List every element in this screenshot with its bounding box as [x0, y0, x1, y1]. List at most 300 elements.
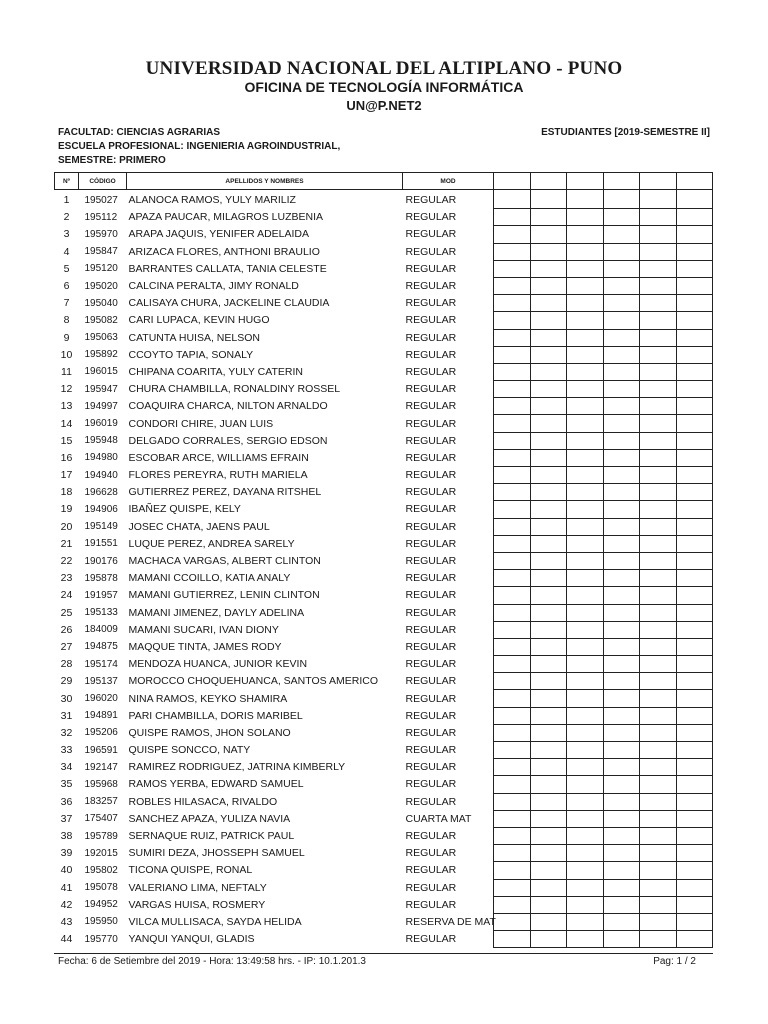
grade-box [604, 243, 640, 260]
student-name: TICONA QUISPE, RONAL [128, 864, 253, 877]
student-name: CARI LUPACA, KEVIN HUGO [128, 314, 270, 327]
enrollment-mode: REGULAR [405, 864, 457, 877]
table-row [55, 295, 713, 312]
student-code: 192015 [84, 847, 118, 859]
grade-box [567, 742, 604, 759]
grade-box [531, 432, 567, 449]
student-code: 195892 [84, 349, 118, 361]
student-code: 194980 [84, 452, 118, 464]
grade-box [494, 501, 531, 518]
grade-box [531, 570, 567, 587]
student-code: 191957 [84, 589, 118, 601]
enrollment-mode: REGULAR [405, 245, 457, 258]
grade-box [567, 673, 604, 690]
enrollment-mode: REGULAR [405, 314, 457, 327]
grade-column-header [640, 173, 677, 190]
student-code: 184009 [84, 624, 118, 636]
student-name: IBAÑEZ QUISPE, KELY [128, 503, 241, 516]
grade-box [531, 363, 567, 380]
grade-box [604, 535, 640, 552]
table-row [55, 759, 713, 776]
grade-box [531, 690, 567, 707]
grade-box [567, 518, 604, 535]
student-code: 194997 [84, 400, 118, 412]
grade-box [677, 879, 713, 896]
enrollment-mode: REGULAR [405, 606, 457, 619]
enrollment-mode: REGULAR [405, 537, 457, 550]
student-code: 183257 [84, 796, 118, 808]
student-code: 195063 [84, 332, 118, 344]
table-row [55, 690, 713, 707]
table-row [55, 312, 713, 329]
grade-box [604, 724, 640, 741]
grade-box [494, 570, 531, 587]
student-code: 195947 [84, 383, 118, 395]
grade-box [567, 295, 604, 312]
grade-box [567, 810, 604, 827]
grade-box [640, 552, 677, 569]
grade-box [531, 329, 567, 346]
grade-box [567, 552, 604, 569]
table-row [55, 896, 713, 913]
student-code: 194875 [84, 641, 118, 653]
student-code: 192147 [84, 761, 118, 773]
table-row [55, 570, 713, 587]
grade-box [640, 707, 677, 724]
row-number: 1 [63, 194, 70, 207]
grade-box [677, 931, 713, 948]
enrollment-mode: REGULAR [405, 520, 457, 533]
grade-box [640, 312, 677, 329]
student-name: MAMANI SUCARI, IVAN DIONY [128, 623, 279, 636]
enrollment-mode: REGULAR [405, 898, 457, 911]
column-header-number: Nº [55, 173, 79, 190]
grade-box [494, 467, 531, 484]
grade-box [604, 827, 640, 844]
row-number: 44 [60, 933, 73, 946]
table-row [55, 518, 713, 535]
grade-box [677, 570, 713, 587]
student-name: JOSEC CHATA, JAENS PAUL [128, 520, 270, 533]
student-name: DELGADO CORRALES, SERGIO EDSON [128, 434, 328, 447]
row-number: 21 [60, 537, 73, 550]
grade-box [494, 381, 531, 398]
enrollment-mode: REGULAR [405, 623, 457, 636]
grade-box [531, 656, 567, 673]
enrollment-mode: REGULAR [405, 417, 457, 430]
grade-box [531, 312, 567, 329]
grade-box [494, 363, 531, 380]
student-name: YANQUI YANQUI, GLADIS [128, 933, 255, 946]
student-name: FLORES PEREYRA, RUTH MARIELA [128, 469, 308, 482]
grade-box [531, 295, 567, 312]
grade-box [640, 518, 677, 535]
grade-box [531, 913, 567, 930]
enrollment-mode: REGULAR [405, 228, 457, 241]
grade-box [567, 381, 604, 398]
student-name: CALCINA PERALTA, JIMY RONALD [128, 280, 299, 293]
grade-box [567, 467, 604, 484]
row-number: 35 [60, 778, 73, 791]
grade-box [494, 518, 531, 535]
grade-box [531, 190, 567, 209]
grade-box [604, 381, 640, 398]
grade-box [677, 363, 713, 380]
grade-box [677, 277, 713, 294]
table-row [55, 501, 713, 518]
grade-box [677, 587, 713, 604]
student-name: SERNAQUE RUIZ, PATRICK PAUL [128, 830, 295, 843]
table-row [55, 638, 713, 655]
student-name: MACHACA VARGAS, ALBERT CLINTON [128, 555, 321, 568]
grade-box [677, 776, 713, 793]
grade-box [531, 862, 567, 879]
enrollment-mode: REGULAR [405, 383, 457, 396]
grade-box [567, 415, 604, 432]
enrollment-mode: REGULAR [405, 692, 457, 705]
grade-box [531, 277, 567, 294]
enrollment-mode: REGULAR [405, 400, 457, 413]
grade-box [640, 810, 677, 827]
student-code: 195020 [84, 280, 118, 292]
grade-box [640, 467, 677, 484]
grade-box [677, 467, 713, 484]
grade-box [567, 363, 604, 380]
row-number: 18 [60, 486, 73, 499]
table-row [55, 845, 713, 862]
grade-box [494, 690, 531, 707]
row-number: 2 [63, 211, 70, 224]
table-row [55, 277, 713, 294]
grade-box [494, 656, 531, 673]
grade-box [604, 913, 640, 930]
enrollment-mode: REGULAR [405, 881, 457, 894]
row-number: 25 [60, 606, 73, 619]
grade-box [604, 277, 640, 294]
grade-box [677, 810, 713, 827]
footer-print-info: Fecha: 6 de Setiembre del 2019 - Hora: 13:49:58 hrs. - IP: 10.1.201.3 [58, 956, 366, 967]
grade-box [677, 896, 713, 913]
grade-box [677, 862, 713, 879]
grade-box [494, 260, 531, 277]
grade-box [677, 209, 713, 226]
grade-box [640, 879, 677, 896]
grade-box [531, 260, 567, 277]
row-number: 23 [60, 572, 73, 585]
grade-box [677, 742, 713, 759]
student-code: 195802 [84, 864, 118, 876]
grade-box [677, 535, 713, 552]
grade-box [494, 724, 531, 741]
grade-box [604, 484, 640, 501]
student-name: MAQQUE TINTA, JAMES RODY [128, 640, 282, 653]
student-code: 194952 [84, 899, 118, 911]
student-name: VILCA MULLISACA, SAYDA HELIDA [128, 915, 302, 928]
grade-box [640, 501, 677, 518]
grade-column-header [677, 173, 713, 190]
faculty-label: FACULTAD: CIENCIAS AGRARIAS [58, 127, 221, 138]
student-name: PARI CHAMBILLA, DORIS MARIBEL [128, 709, 303, 722]
enrollment-mode: REGULAR [405, 434, 457, 447]
enrollment-mode: REGULAR [405, 469, 457, 482]
grade-box [604, 312, 640, 329]
grade-box [531, 776, 567, 793]
grade-box [604, 190, 640, 209]
grade-box [531, 604, 567, 621]
row-number: 17 [60, 469, 73, 482]
grade-column-header [604, 173, 640, 190]
student-name: LUQUE PEREZ, ANDREA SARELY [128, 537, 295, 550]
grade-box [604, 467, 640, 484]
grade-box [494, 776, 531, 793]
student-name: QUISPE SONCCO, NATY [128, 744, 251, 757]
grade-box [531, 724, 567, 741]
grade-box [640, 243, 677, 260]
student-code: 196015 [84, 366, 118, 378]
grade-box [640, 793, 677, 810]
grade-box [677, 793, 713, 810]
grade-box [531, 226, 567, 243]
grade-box [494, 535, 531, 552]
grade-box [677, 190, 713, 209]
grade-box [640, 432, 677, 449]
grade-box [677, 501, 713, 518]
grade-box [567, 484, 604, 501]
student-code: 195847 [84, 246, 118, 258]
grade-box [494, 810, 531, 827]
grade-box [604, 209, 640, 226]
row-number: 27 [60, 640, 73, 653]
grade-box [604, 260, 640, 277]
table-row [55, 862, 713, 879]
table-row [55, 810, 713, 827]
grade-box [677, 295, 713, 312]
table-row [55, 931, 713, 948]
grade-box [567, 535, 604, 552]
student-code: 191551 [84, 538, 118, 550]
grade-box [604, 690, 640, 707]
table-row [55, 209, 713, 226]
grade-box [494, 862, 531, 879]
student-name: RAMIREZ RODRIGUEZ, JATRINA KIMBERLY [128, 761, 346, 774]
grade-box [494, 552, 531, 569]
grade-box [604, 896, 640, 913]
table-row [55, 449, 713, 466]
grade-box [567, 896, 604, 913]
row-number: 11 [61, 365, 72, 378]
table-header-row [55, 173, 713, 190]
student-code: 196591 [84, 744, 118, 756]
grade-box [531, 793, 567, 810]
grade-box [604, 707, 640, 724]
student-code: 196019 [84, 418, 118, 430]
row-number: 5 [63, 262, 70, 275]
grade-box [677, 329, 713, 346]
row-number: 42 [60, 898, 73, 911]
grade-box [604, 810, 640, 827]
grade-box [494, 896, 531, 913]
grade-box [531, 346, 567, 363]
grade-box [494, 759, 531, 776]
grade-box [494, 793, 531, 810]
row-number: 29 [60, 675, 73, 688]
grade-box [494, 312, 531, 329]
enrollment-mode: REGULAR [405, 262, 457, 275]
student-name: CCOYTO TAPIA, SONALY [128, 348, 254, 361]
grade-box [640, 398, 677, 415]
row-number: 15 [60, 434, 73, 447]
grade-box [494, 879, 531, 896]
student-code: 195137 [84, 675, 118, 687]
grade-box [531, 707, 567, 724]
enrollment-mode: REGULAR [405, 211, 457, 224]
table-row [55, 879, 713, 896]
grade-box [567, 329, 604, 346]
row-number: 20 [60, 520, 73, 533]
grade-box [567, 501, 604, 518]
grade-box [531, 931, 567, 948]
grade-box [640, 295, 677, 312]
enrollment-mode: REGULAR [405, 933, 457, 946]
grade-box [677, 552, 713, 569]
row-number: 32 [60, 726, 73, 739]
table-row [55, 827, 713, 844]
student-name: MAMANI JIMENEZ, DAYLY ADELINA [128, 606, 305, 619]
grade-box [677, 656, 713, 673]
student-name: VALERIANO LIMA, NEFTALY [128, 881, 267, 894]
grade-column-header [531, 173, 567, 190]
grade-box [604, 587, 640, 604]
grade-box [640, 827, 677, 844]
grade-box [567, 432, 604, 449]
table-row [55, 604, 713, 621]
grade-box [604, 570, 640, 587]
grade-box [604, 518, 640, 535]
grade-box [677, 604, 713, 621]
grade-box [567, 277, 604, 294]
enrollment-mode: REGULAR [405, 778, 457, 791]
enrollment-mode: REGULAR [405, 761, 457, 774]
grade-box [640, 673, 677, 690]
student-name: CHURA CHAMBILLA, RONALDINY ROSSEL [128, 383, 341, 396]
grade-box [494, 587, 531, 604]
grade-box [567, 707, 604, 724]
grade-box [567, 587, 604, 604]
student-name: CONDORI CHIRE, JUAN LUIS [128, 417, 274, 430]
grade-box [604, 656, 640, 673]
footer-divider [54, 953, 713, 954]
grade-box [640, 329, 677, 346]
grade-box [531, 484, 567, 501]
enrollment-mode: REGULAR [405, 795, 457, 808]
table-row [55, 260, 713, 277]
grade-box [677, 518, 713, 535]
row-number: 24 [60, 589, 73, 602]
row-number: 9 [63, 331, 70, 344]
grade-box [640, 570, 677, 587]
student-name: ARIZACA FLORES, ANTHONI BRAULIO [128, 245, 320, 258]
grade-box [604, 432, 640, 449]
grade-box [604, 363, 640, 380]
grade-box [494, 295, 531, 312]
enrollment-mode: REGULAR [405, 744, 457, 757]
table-row [55, 707, 713, 724]
table-row [55, 587, 713, 604]
grade-box [494, 673, 531, 690]
grade-box [640, 776, 677, 793]
student-name: MAMANI GUTIERREZ, LENIN CLINTON [128, 589, 320, 602]
grade-box [640, 190, 677, 209]
grade-box [640, 449, 677, 466]
table-row [55, 432, 713, 449]
student-name: ALANOCA RAMOS, YULY MARILIZ [128, 194, 296, 207]
row-number: 37 [60, 812, 73, 825]
enrollment-mode: REGULAR [405, 830, 457, 843]
grade-box [640, 862, 677, 879]
grade-box [567, 862, 604, 879]
office-title: OFICINA DE TECNOLOGÍA INFORMÁTICA [244, 79, 524, 95]
grade-box [531, 759, 567, 776]
grade-box [604, 295, 640, 312]
grade-box [494, 346, 531, 363]
grade-box [494, 209, 531, 226]
grade-box [531, 381, 567, 398]
grade-box [640, 931, 677, 948]
student-code: 194906 [84, 503, 118, 515]
grade-box [567, 724, 604, 741]
grade-box [531, 518, 567, 535]
table-row [55, 724, 713, 741]
grade-box [640, 913, 677, 930]
grade-box [604, 346, 640, 363]
grade-box [604, 329, 640, 346]
grade-box [677, 827, 713, 844]
grade-box [567, 827, 604, 844]
grade-box [604, 931, 640, 948]
grade-box [531, 827, 567, 844]
grade-box [531, 621, 567, 638]
table-row [55, 226, 713, 243]
grade-box [531, 879, 567, 896]
grade-box [640, 845, 677, 862]
student-code: 195027 [84, 194, 118, 206]
enrollment-mode: REGULAR [405, 640, 457, 653]
row-number: 10 [60, 348, 73, 361]
grade-box [640, 759, 677, 776]
grade-box [494, 913, 531, 930]
grade-box [677, 260, 713, 277]
row-number: 3 [63, 228, 70, 241]
student-name: ROBLES HILASACA, RIVALDO [128, 795, 278, 808]
system-title: UN@P.NET2 [346, 98, 422, 113]
grade-box [531, 587, 567, 604]
student-code: 195120 [84, 263, 118, 275]
grade-box [531, 896, 567, 913]
enrollment-mode: REGULAR [405, 451, 457, 464]
student-code: 195133 [84, 607, 118, 619]
student-code: 195149 [84, 521, 118, 533]
table-row [55, 552, 713, 569]
grade-box [494, 638, 531, 655]
grade-box [567, 190, 604, 209]
student-code: 190176 [84, 555, 118, 567]
enrollment-mode: REGULAR [405, 572, 457, 585]
student-code: 175407 [84, 813, 118, 825]
table-row [55, 190, 713, 209]
student-name: MOROCCO CHOQUEHUANCA, SANTOS AMERICO [128, 675, 378, 688]
grade-box [640, 604, 677, 621]
enrollment-mode: REGULAR [405, 297, 457, 310]
